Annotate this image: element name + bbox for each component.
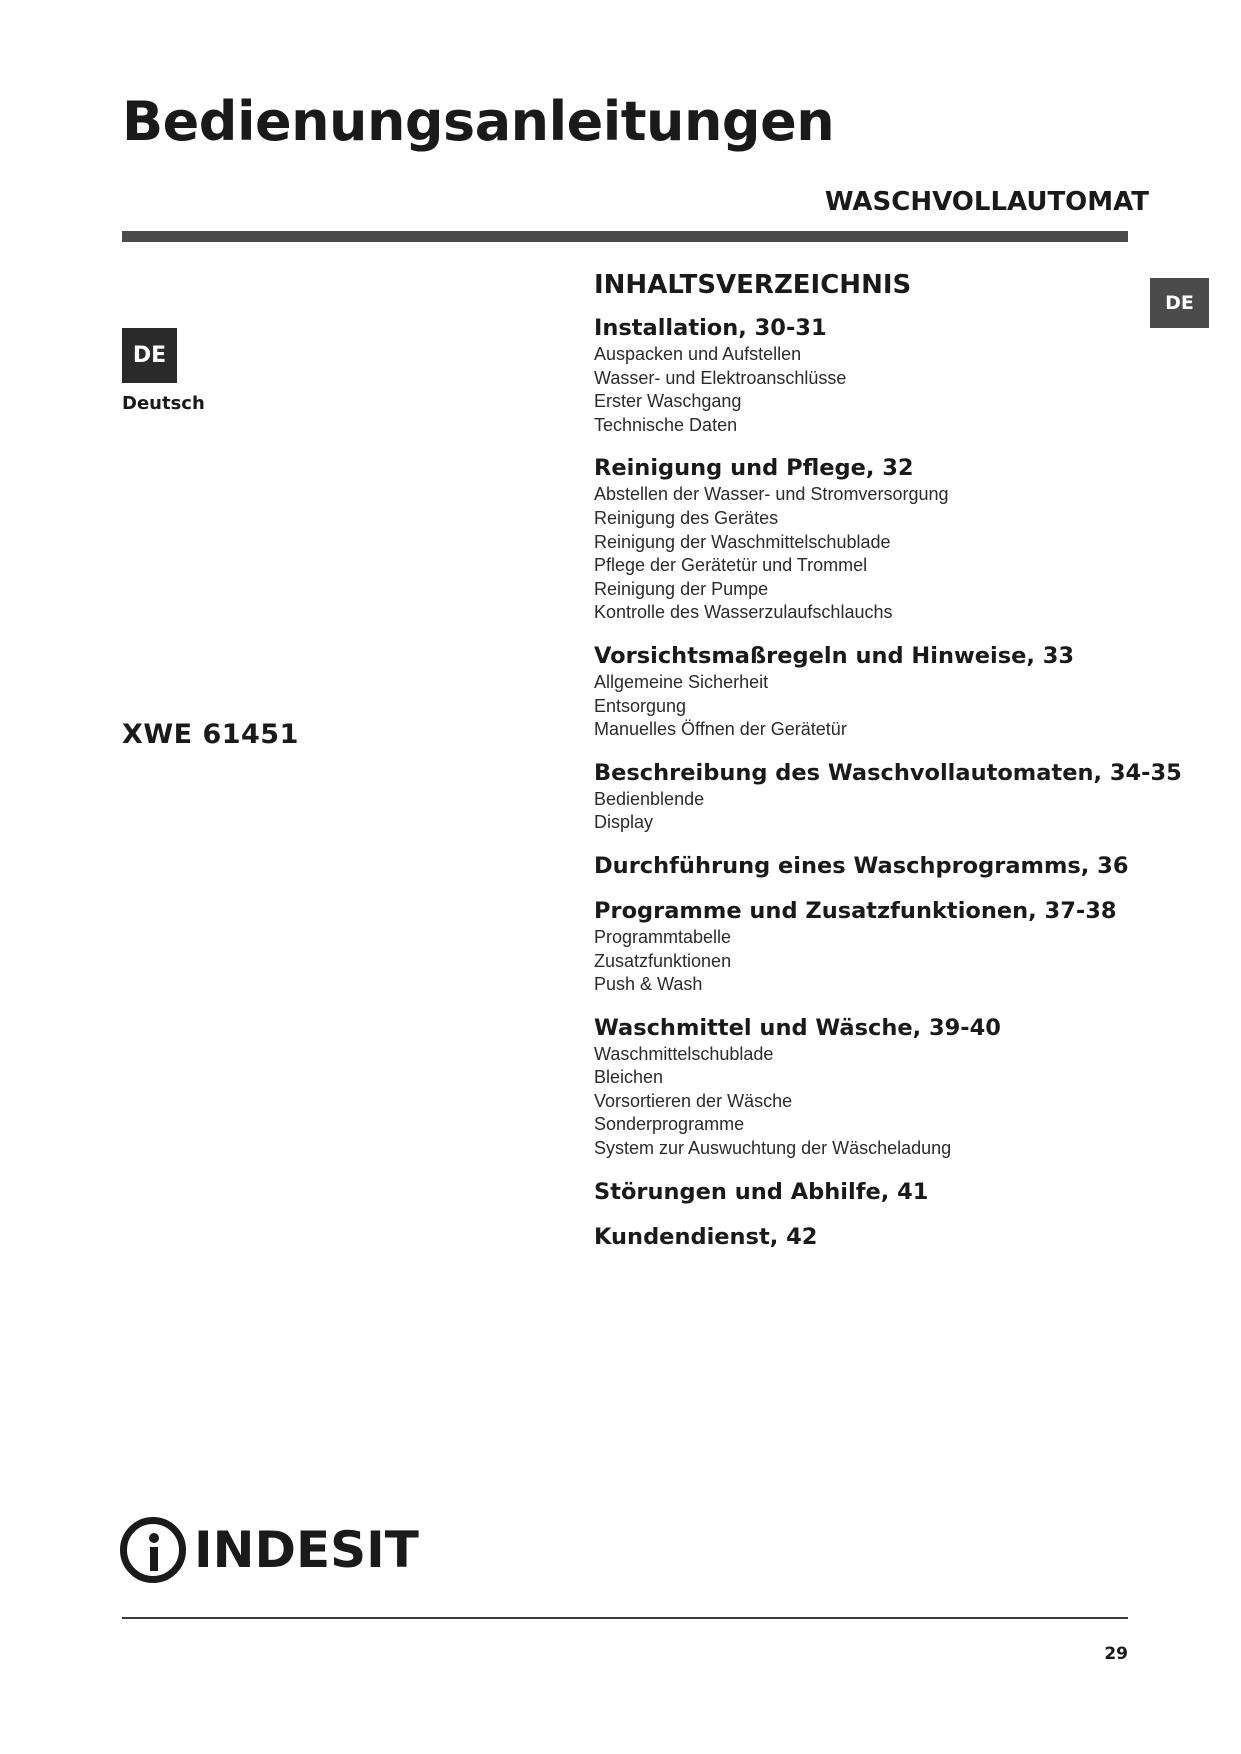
header-divider [122, 231, 1128, 242]
toc-item-list [594, 483, 1154, 625]
language-name: Deutsch [122, 393, 205, 414]
toc-item-list [594, 926, 1154, 997]
toc-sections [594, 314, 1182, 1251]
toc-item: Bedienblende [594, 788, 705, 809]
toc-item-list [594, 1043, 1154, 1161]
toc-item: Push & Wash [594, 974, 703, 995]
toc-section-title: Waschmittel und Wäsche, 39-40 [594, 1014, 1001, 1041]
toc-section-title: Programme und Zusatzfunktionen, 37-38 [594, 897, 1117, 924]
toc-section-title: Kundendienst, 42 [594, 1223, 818, 1250]
toc-item: Reinigung des Gerätes [594, 507, 779, 528]
toc-section [594, 1178, 1154, 1206]
toc-item: Reinigung der Pumpe [594, 578, 769, 599]
toc-section [594, 1014, 1154, 1161]
toc-item: Auspacken und Aufstellen [594, 344, 802, 364]
toc-item: Technische Daten [594, 414, 738, 435]
toc-section-title: Reinigung und Pflege, 32 [594, 455, 914, 482]
toc-item-list [594, 343, 1154, 437]
page-number: 29 [1104, 1644, 1128, 1664]
toc-section [594, 642, 1154, 742]
toc-item: Kontrolle des Wasserzulaufschlauchs [594, 602, 893, 623]
language-side-tab: DE [1150, 278, 1209, 328]
language-badge: DE [122, 328, 177, 383]
logo-i-icon [120, 1517, 186, 1583]
toc-item: Waschmittelschublade [594, 1043, 774, 1064]
toc-section [594, 852, 1154, 880]
indesit-logo [120, 1510, 419, 1590]
toc-heading: INHALTSVERZEICHNIS [594, 270, 912, 300]
toc-item: System zur Auswuchtung der Wäscheladung [594, 1138, 952, 1159]
toc-item: Erster Waschgang [594, 391, 742, 412]
toc-section-title: Störungen und Abhilfe, 41 [594, 1178, 929, 1205]
toc-item: Manuelles Öffnen der Gerätetür [594, 719, 847, 740]
toc-item: Display [594, 812, 654, 833]
table-of-contents [594, 270, 1182, 1268]
toc-item: Sonderprogramme [594, 1114, 745, 1135]
footer-divider [122, 1617, 1128, 1619]
toc-item: Vorsortieren der Wäsche [594, 1090, 793, 1111]
toc-section-title: Installation, 30-31 [594, 315, 827, 341]
toc-item: Reinigung der Waschmittelschublade [594, 531, 891, 552]
toc-item: Zusatzfunktionen [594, 950, 732, 971]
toc-section-title: Beschreibung des Waschvollautomaten, 34-35 [594, 759, 1182, 786]
toc-item: Bleichen [594, 1067, 664, 1088]
model-number: XWE 61451 [122, 719, 299, 750]
page-title: Bedienungsanleitungen [122, 90, 835, 153]
toc-item: Allgemeine Sicherheit [594, 671, 769, 692]
toc-section [594, 314, 1154, 437]
toc-section [594, 759, 1182, 835]
logo-wordmark: INDESIT [194, 1521, 419, 1579]
toc-item: Pflege der Gerätetür und Trommel [594, 555, 868, 576]
toc-item-list [594, 671, 1154, 742]
toc-item-list [594, 788, 1154, 835]
toc-item: Programmtabelle [594, 926, 732, 947]
toc-section-title: Vorsichtsmaßregeln und Hinweise, 33 [594, 642, 1075, 669]
toc-section [594, 454, 1154, 625]
toc-section [594, 1223, 1154, 1251]
toc-section-title: Durchführung eines Waschprogramms, 36 [594, 852, 1129, 879]
toc-item: Entsorgung [594, 695, 687, 716]
toc-section [594, 897, 1154, 997]
toc-item: Wasser- und Elektroanschlüsse [594, 367, 847, 388]
toc-item: Abstellen der Wasser- und Stromversorgung [594, 484, 949, 505]
product-type: WASCHVOLLAUTOMAT [824, 187, 1149, 217]
